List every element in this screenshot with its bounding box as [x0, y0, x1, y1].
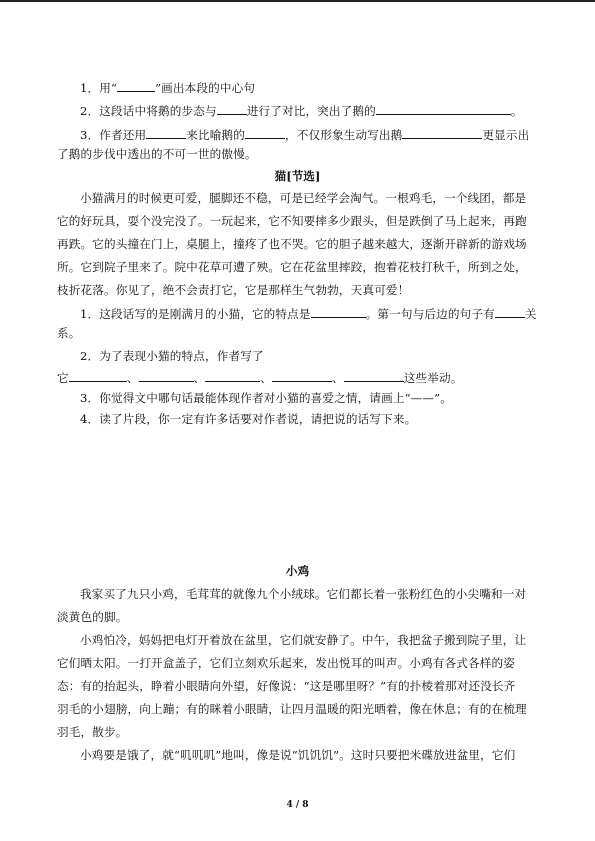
cat-question-3: 3．你觉得文中哪句话最能体现作者对小猫的喜爱之情，请画上“——”。	[80, 391, 452, 405]
answer-blank[interactable]	[344, 370, 404, 382]
goose-question-1: 1．用“ ”画出本段的中心句	[80, 81, 256, 95]
cat-title: 猫[节选]	[274, 169, 321, 183]
answer-blank[interactable]	[146, 127, 186, 139]
cat-paragraph-line: 小猫满月的时候更可爱，腿脚还不稳，可是已经学会淘气。一根鸡毛，一个线团，都是	[80, 191, 527, 205]
cat-question-2-blanks: 它 、 、 、 、 这些举动。	[57, 371, 463, 385]
goose-question-3: 3．作者还用 来比喻鹅的 ，不仅形象生动写出鹅 更显示出	[80, 128, 530, 142]
chick-paragraph-line: 羽毛的小翅膀，向上蹦；有的眯着小眼睛，让四月温暖的阳光晒着，像在休息；有的在梳理	[57, 702, 527, 716]
answer-blank[interactable]	[402, 127, 482, 139]
answer-blank[interactable]	[139, 370, 194, 382]
page-number: 4 / 8	[286, 800, 309, 810]
chick-title: 小鸡	[285, 564, 310, 578]
cat-question-4: 4．读了片段，你一定有许多话要对作者说，请把说的话写下来。	[80, 412, 417, 426]
chick-paragraph-line: 它们晒太阳。一打开盒盖子，它们立刻欢乐起来，发出悦耳的叫声。小鸡有各式各样的姿	[57, 656, 516, 670]
cat-paragraph-line: 枝折花落。你见了，绝不会责打它，它是那样生气勃勃，天真可爱！	[57, 283, 410, 297]
chick-paragraph-line: 淡黄色的脚。	[57, 610, 128, 624]
cat-paragraph-line: 再跌。它的头撞在门上，桌腿上，撞疼了也不哭。它的胆子越来越大，逐渐开辟新的游戏场	[57, 237, 527, 251]
answer-blank[interactable]	[217, 103, 247, 115]
answer-blank[interactable]	[495, 306, 525, 318]
cat-question-2: 2．为了表现小猫的特点，作者写了	[80, 349, 264, 363]
cat-paragraph-line: 所。它到院子里来了。院中花草可遭了殃。它在花盆里摔跤，抱着花枝打秋千，所到之处，	[57, 260, 527, 274]
chick-paragraph-line: 我家买了九只小鸡，毛茸茸的就像九个小绒球。它们都长着一张粉红色的小尖嘴和一对	[80, 587, 527, 601]
goose-question-3-cont: 了鹅的步伐中透出的不可一世的傲慢。	[57, 147, 257, 161]
answer-blank[interactable]	[311, 306, 366, 318]
answer-blank[interactable]	[117, 80, 155, 92]
cat-question-1-cont: 系。	[57, 326, 81, 340]
answer-blank[interactable]	[245, 127, 285, 139]
answer-blank[interactable]	[205, 370, 260, 382]
answer-blank[interactable]	[69, 370, 127, 382]
answer-blank[interactable]	[272, 370, 332, 382]
cat-paragraph-line: 它的好玩具，耍个没完没了。一玩起来，它不知要摔多少跟头，但是跌倒了马上起来，再跑	[57, 214, 527, 228]
cat-question-1: 1．这段话写的是刚满月的小猫，它的特点是 。第一句与后边的句子有 关	[80, 307, 537, 321]
chick-paragraph-line: 小鸡要是饿了，就“叽叽叽”地叫，像是说“饥饥饥”。这时只要把米碟放进盆里，它们	[80, 748, 516, 762]
goose-question-2: 2．这段话中将鹅的步态与 进行了对比，突出了鹅的 。	[80, 104, 523, 118]
chick-paragraph-line: 小鸡怕冷，妈妈把电灯开着放在盆里，它们就安静了。中午，我把盆子搬到院子里，让	[80, 633, 527, 647]
answer-blank[interactable]	[376, 103, 511, 115]
chick-paragraph-line: 态：有的抬起头，睁着小眼睛向外望，好像说：“这是哪里呀？”有的扑棱着那对还没长齐	[57, 679, 516, 693]
chick-paragraph-line: 羽毛，散步。	[57, 725, 128, 739]
